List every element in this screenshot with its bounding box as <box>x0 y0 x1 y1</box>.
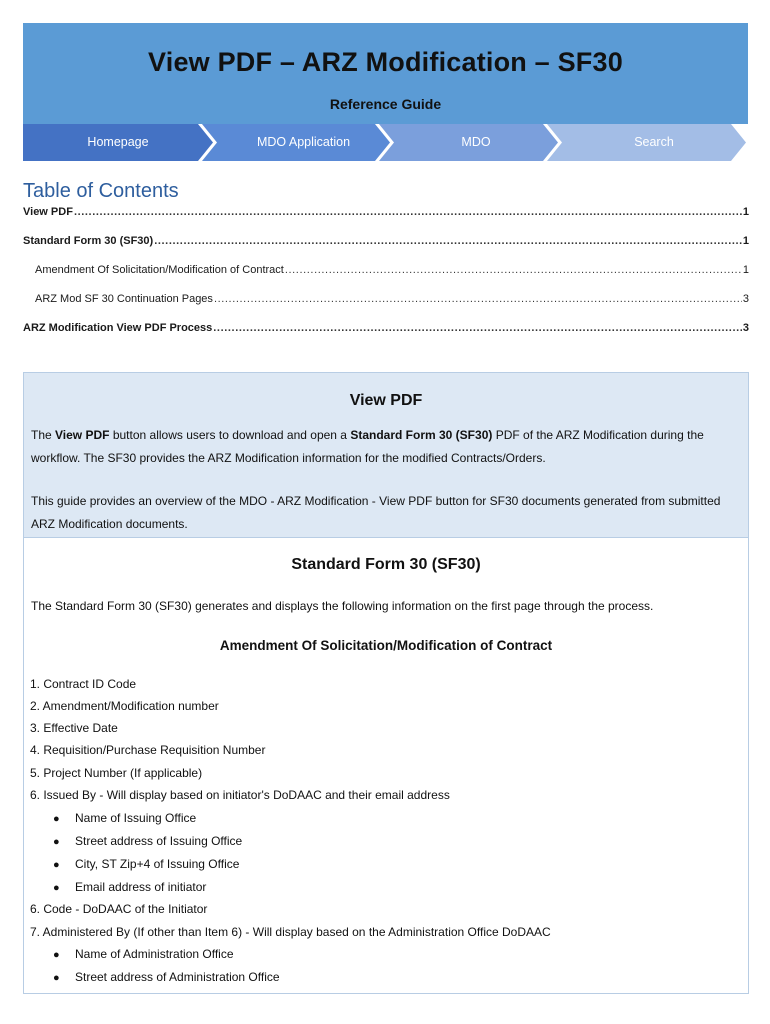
list-item: 1. Contract ID Code <box>30 677 137 691</box>
bullet-item <box>53 947 234 961</box>
bullet-icon: ● <box>53 949 60 961</box>
bullet-item <box>53 880 206 894</box>
bullet-item <box>53 857 239 871</box>
toc-leader <box>213 322 742 334</box>
list-item: 3. Effective Date <box>30 721 118 735</box>
bullet-icon: ● <box>53 882 60 894</box>
toc-page-number: 3 <box>742 293 749 305</box>
content-panel <box>23 372 749 994</box>
toc-entry-label: ARZ Modification View PDF Process <box>23 322 213 334</box>
toc-page-number: 3 <box>742 322 749 334</box>
toc-entry-view-pdf[interactable] <box>23 206 749 222</box>
bullet-text: Street address of Administration Office <box>75 970 280 984</box>
toc-entry-label: Amendment Of Solicitation/Modification of Contract <box>35 264 284 276</box>
view-pdf-paragraph-2: This guide provides an overview of the MDO - ARZ Modification - View PDF button for SF30 documents generated from submitted ARZ Modification documents. <box>31 494 721 531</box>
para-text: button allows users to download and open a <box>109 428 351 442</box>
bullet-icon: ● <box>53 836 60 848</box>
breadcrumb-search[interactable]: Search <box>634 135 674 149</box>
page-subtitle: Reference Guide <box>329 96 442 112</box>
toc-leader <box>214 293 742 305</box>
para-text: The <box>31 428 56 442</box>
toc-entry-label: View PDF <box>23 206 73 218</box>
list-item: 5. Project Number (If applicable) <box>30 766 203 780</box>
toc-page-number: 1 <box>742 206 749 218</box>
toc-entry-sf30[interactable] <box>23 235 749 251</box>
toc-entry-label: ARZ Mod SF 30 Continuation Pages <box>35 293 213 305</box>
bullet-icon: ● <box>53 813 60 825</box>
list-item: 6. Issued By - Will display based on initiator's DoDAAC and their email address <box>30 788 450 802</box>
toc-title: Table of Contents <box>23 180 179 202</box>
breadcrumb-homepage[interactable]: Homepage <box>87 135 149 149</box>
toc-entry-label: Standard Form 30 (SF30) <box>23 235 154 247</box>
bullet-icon: ● <box>53 972 60 984</box>
list-item: 7. Administered By (If other than Item 6) - Will display based on the Administration Office DoDAAC <box>30 925 551 939</box>
bullet-text: Name of Issuing Office <box>75 811 197 825</box>
toc-page-number: 1 <box>742 264 749 276</box>
bullet-icon: ● <box>53 859 60 871</box>
sf30-intro: The Standard Form 30 (SF30) generates and displays the following information on the first page through the process. <box>31 599 654 613</box>
list-item: 4. Requisition/Purchase Requisition Number <box>30 743 266 757</box>
amendment-subheading: Amendment Of Solicitation/Modification of Contract <box>219 638 553 653</box>
view-pdf-heading: View PDF <box>349 392 423 409</box>
header-banner <box>23 23 748 124</box>
list-item: 6. Code - DoDAAC of the Initiator <box>30 902 208 916</box>
bullet-text: Name of Administration Office <box>75 947 234 961</box>
toc-entry-continuation[interactable] <box>23 293 749 309</box>
bullet-item <box>53 811 196 825</box>
toc-leader <box>74 206 742 218</box>
bullet-text: City, ST Zip+4 of Issuing Office <box>75 857 240 871</box>
para-bold-sf30: Standard Form 30 (SF30) <box>350 428 493 442</box>
para-text: PDF of the ARZ Modification during the workflow. The SF30 provides the ARZ Modification information for the modified Contracts/Orders. <box>31 428 704 465</box>
bullet-text: Street address of Issuing Office <box>75 834 243 848</box>
breadcrumb-mdo[interactable]: MDO <box>461 135 491 149</box>
view-pdf-section <box>24 373 748 538</box>
toc-leader <box>285 264 742 276</box>
breadcrumb <box>23 124 748 161</box>
bullet-text: Email address of initiator <box>75 880 207 894</box>
bullet-item <box>53 970 280 984</box>
para-bold-view-pdf: View PDF <box>55 428 110 442</box>
view-pdf-paragraph-1 <box>31 424 743 469</box>
toc-leader <box>154 235 742 247</box>
toc-entry-amendment[interactable] <box>23 264 749 280</box>
list-item: 2. Amendment/Modification number <box>30 699 219 713</box>
toc-entry-process[interactable] <box>23 322 749 338</box>
sf30-heading: Standard Form 30 (SF30) <box>291 556 481 573</box>
bullet-item <box>53 834 242 848</box>
page-title: View PDF – ARZ Modification – SF30 <box>148 47 623 77</box>
breadcrumb-mdo-application[interactable]: MDO Application <box>256 135 351 149</box>
toc-page-number: 1 <box>742 235 749 247</box>
